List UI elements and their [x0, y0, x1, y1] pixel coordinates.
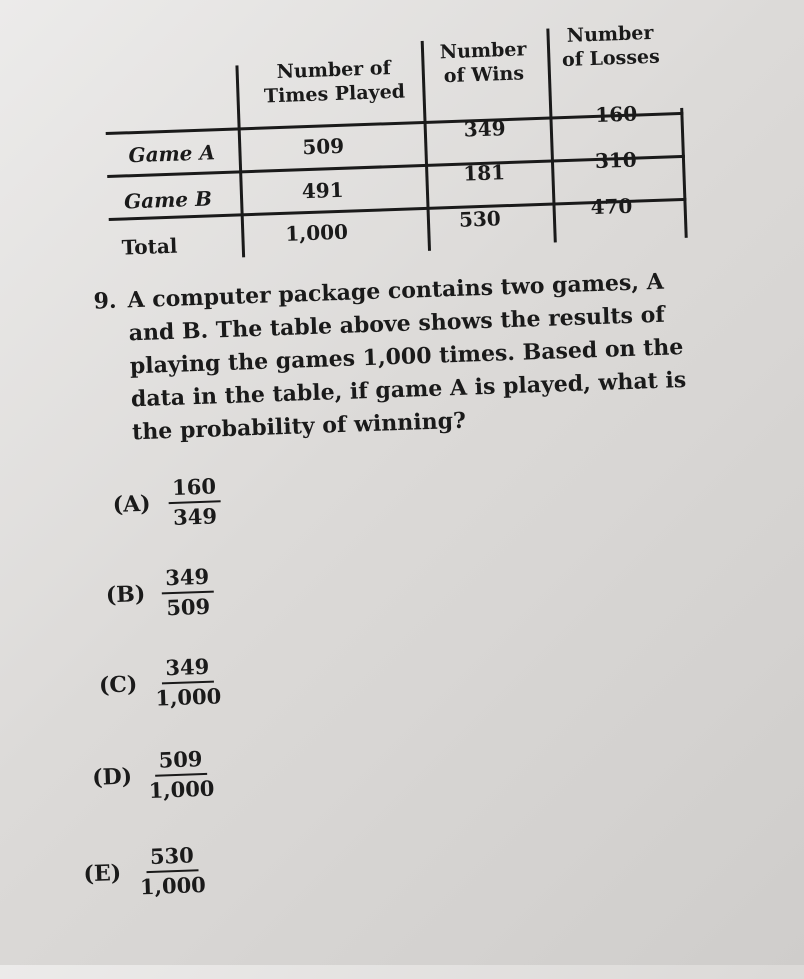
row-label-total: Total: [121, 233, 178, 260]
cell-a-wins: 349: [463, 116, 506, 142]
choice-fraction: [168, 474, 222, 530]
fraction-denominator: 1,000: [155, 683, 222, 711]
fraction-numerator: 509: [154, 747, 207, 777]
fraction-numerator: 349: [161, 655, 214, 685]
choice-fraction: [161, 565, 215, 621]
row-label-game-b: Game B: [123, 186, 213, 214]
cell-total-losses: 470: [590, 193, 633, 220]
results-table: [102, 12, 690, 262]
cell-b-losses: 310: [594, 147, 638, 173]
cell-total-wins: 530: [458, 206, 502, 232]
header-wins: [423, 37, 545, 89]
choice-letter: (A): [112, 490, 152, 519]
fraction-denominator: 509: [165, 593, 211, 621]
question-9: [93, 265, 698, 451]
choice-fraction: [147, 747, 215, 803]
choice-b[interactable]: [105, 565, 215, 623]
header-times-played: [243, 55, 425, 109]
cell-total-times-played: 1,000: [284, 219, 349, 246]
choice-c[interactable]: [98, 654, 222, 712]
fraction-numerator: 530: [146, 843, 199, 873]
fraction-denominator: 1,000: [139, 872, 207, 900]
header-line: Number of: [276, 57, 392, 84]
choice-a[interactable]: [112, 474, 222, 532]
fraction-denominator: 349: [172, 503, 218, 530]
header-line: Times Played: [263, 80, 406, 108]
row-label-game-a: Game A: [128, 140, 216, 168]
cell-b-times-played: 491: [301, 177, 345, 204]
choice-letter: (E): [83, 859, 122, 888]
fraction-denominator: 1,000: [148, 775, 215, 803]
cell-a-times-played: 509: [301, 133, 345, 160]
choice-fraction: [139, 843, 207, 899]
choice-e[interactable]: [83, 843, 207, 901]
cell-b-wins: 181: [462, 160, 506, 186]
fraction-numerator: 160: [168, 474, 221, 504]
header-line: Number: [566, 21, 654, 47]
header-line: of Losses: [561, 45, 661, 72]
header-line: of Wins: [443, 62, 525, 88]
fraction-numerator: 349: [161, 565, 214, 595]
table-rule: [680, 108, 688, 238]
question-number: 9.: [93, 287, 117, 315]
choice-fraction: [154, 654, 222, 710]
choice-letter: (C): [98, 671, 138, 699]
cell-a-losses: 160: [594, 101, 638, 127]
header-line: Number: [439, 38, 527, 64]
header-losses: [547, 20, 674, 72]
choice-d[interactable]: [91, 747, 215, 805]
question-text: A computer package contains two games, A and B. The table above shows the results of playing the games 1,000 times. Based on the data in the table, if game A is played, what is the probability of winning?: [127, 268, 687, 446]
choice-letter: (B): [105, 580, 146, 609]
choice-letter: (D): [91, 763, 133, 791]
